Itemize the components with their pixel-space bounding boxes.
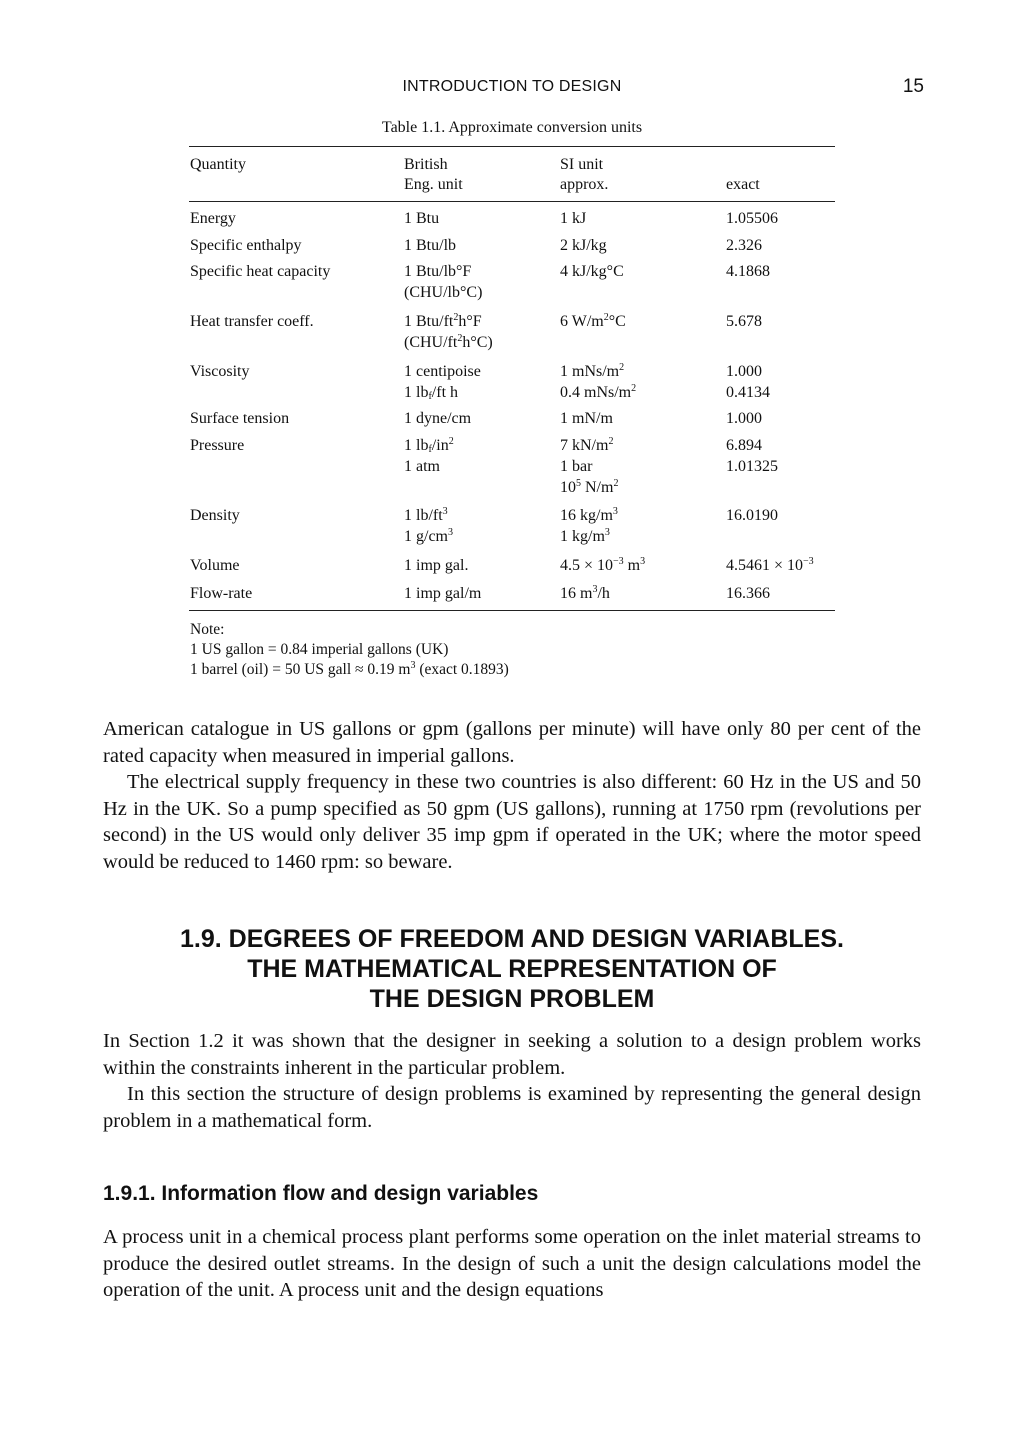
body-block-2 [103,1028,921,1134]
table-note-line-1: 1 US gallon = 0.84 imperial gallons (UK) [190,641,449,658]
running-head: INTRODUCTION TO DESIGN [402,78,622,95]
col-header-si-2: approx. [560,176,609,193]
row-volume-british: 1 imp gal. [404,557,469,574]
row-viscosity-british-2: 1 $lb_f/ft$ h [404,384,459,402]
row-density-si: 16 $kg/m^3$ [560,506,618,524]
col-header-exact: exact [726,176,760,193]
paragraph: In Section 1.2 it was shown that the designer in seeking a solution to a design problem works within the constraints inherent in the particular problem. [103,1030,921,1079]
paragraph: In this section the structure of design problems is examined by representing the general design problem in a mathematical form. [103,1083,921,1132]
row-flow-rate-exact: 16.366 [726,585,770,602]
table-caption: Table 1.1. Approximate conversion units [381,119,643,136]
row-surface-tension-exact: 1.000 [726,410,762,427]
row-density-british-2: 1 $g/cm^3$ [404,527,453,545]
row-htc-quantity: Heat transfer coeff. [190,313,314,330]
table-note-line-2: 1 barrel (oil) = 50 US gall ≈ 0.19 $m^3$ (exact 0.1893) [190,660,509,678]
row-energy-british: 1 Btu [404,210,440,227]
row-viscosity-exact: 1.000 [726,363,762,380]
body-block-3 [103,1224,921,1304]
subsection-heading: 1.9.1. Information flow and design variables [103,1182,539,1205]
row-enthalpy-british: 1 Btu/lb [404,237,457,254]
section-heading-line-3: THE DESIGN PROBLEM [369,985,655,1013]
row-volume-si: $4.5 \times 10^{-3}$ $m^3$ [560,556,646,574]
row-energy-quantity: Energy [190,210,236,227]
paragraph: American catalogue in US gallons or gpm (gallons per minute) will have only 80 per cent of the rated capacity when measured in imperial gallons. [103,718,921,767]
row-htc-exact: 5.678 [726,313,762,330]
row-viscosity-british: 1 centipoise [404,363,481,380]
row-heat-capacity-quantity: Specific heat capacity [190,263,331,280]
section-heading-line-1: 1.9. DEGREES OF FREEDOM AND DESIGN VARIABLES. [180,925,844,953]
col-header-si-1: SI unit [560,156,604,173]
row-enthalpy-quantity: Specific enthalpy [190,237,302,254]
row-htc-british: 1 Btu/$ft^2h^\circ F$ [404,312,482,330]
row-flow-rate-quantity: Flow-rate [190,585,253,602]
paragraph: A process unit in a chemical process plant performs some operation on the inlet material streams to produce the desired outlet streams. In the design of such a unit the design calculations model the operation of the unit. A process unit and the design equations [103,1226,921,1301]
row-heat-capacity-si: 4 kJ/kg°C [560,263,624,280]
row-energy-si: 1 kJ [560,210,587,227]
row-enthalpy-si: 2 kJ/kg [560,237,607,254]
row-density-exact: 16.0190 [726,507,778,524]
row-enthalpy-exact: 2.326 [726,237,762,254]
row-density-si-2: 1 $kg/m^3$ [560,527,610,545]
row-pressure-british: 1 $lb_f/in^2$ [404,436,454,455]
row-pressure-si: 7 $kN/m^2$ [560,436,614,454]
row-pressure-si-3: $10^5$ $N/m^2$ [560,478,619,496]
row-heat-capacity-british: 1 Btu/lb°F [404,263,472,280]
row-htc-british-alt: $(CHU/ft^2h^\circ C)$ [404,333,493,351]
row-heat-capacity-exact: 4.1868 [726,263,770,280]
col-header-british-2: Eng. unit [404,176,463,193]
row-energy-exact: 1.05506 [726,210,778,227]
table-bottom-rule [189,610,835,611]
row-pressure-si-2: 1 bar [560,458,593,475]
page-number: 15 [902,76,924,97]
row-heat-capacity-british-alt: (CHU/lb°C) [404,284,483,301]
row-density-quantity: Density [190,507,240,524]
row-pressure-british-2: 1 atm [404,458,440,475]
row-flow-rate-si: 16 $m^3/h$ [560,584,610,602]
section-heading [0,924,1024,1014]
section-heading-line-2: THE MATHEMATICAL REPRESENTATION OF [247,955,777,983]
table-note-label: Note: [190,621,225,638]
body-block-1 [103,716,921,875]
row-surface-tension-british: 1 dyne/cm [404,410,472,427]
row-pressure-quantity: Pressure [190,437,245,454]
col-header-british-1: British [404,156,448,173]
table-header-rule [189,201,835,202]
row-density-british: 1 $lb/ft^3$ [404,506,448,524]
table-top-rule [189,146,835,147]
row-pressure-exact-2: 1.01325 [726,458,778,475]
row-viscosity-si-2: 0.4 mNs/$m^2$ [560,383,637,401]
row-volume-exact: $4.5461 \times 10^{-3}$ [726,556,814,574]
row-viscosity-si: 1 mNs/$m^2$ [560,362,625,380]
row-flow-rate-british: 1 imp gal/m [404,585,482,602]
row-viscosity-exact-2: 0.4134 [726,384,770,401]
row-surface-tension-si: 1 mN/m [560,410,613,427]
row-volume-quantity: Volume [190,557,240,574]
row-htc-si: 6 $W/m^2^\circ C$ [560,312,626,330]
row-surface-tension-quantity: Surface tension [190,410,290,427]
col-header-quantity: Quantity [190,156,246,173]
row-viscosity-quantity: Viscosity [190,363,250,380]
paragraph: The electrical supply frequency in these two countries is also different: 60 Hz in the US and 50 Hz in the UK. So a pump specified as 50 gpm (US gallons), running at 1750 rpm (revolutions per second) in the US would only deliver 35 imp gpm if operated in the UK; where the motor speed would be reduced to 1460 rpm: so beware. [103,771,921,873]
row-pressure-exact: 6.894 [726,437,762,454]
